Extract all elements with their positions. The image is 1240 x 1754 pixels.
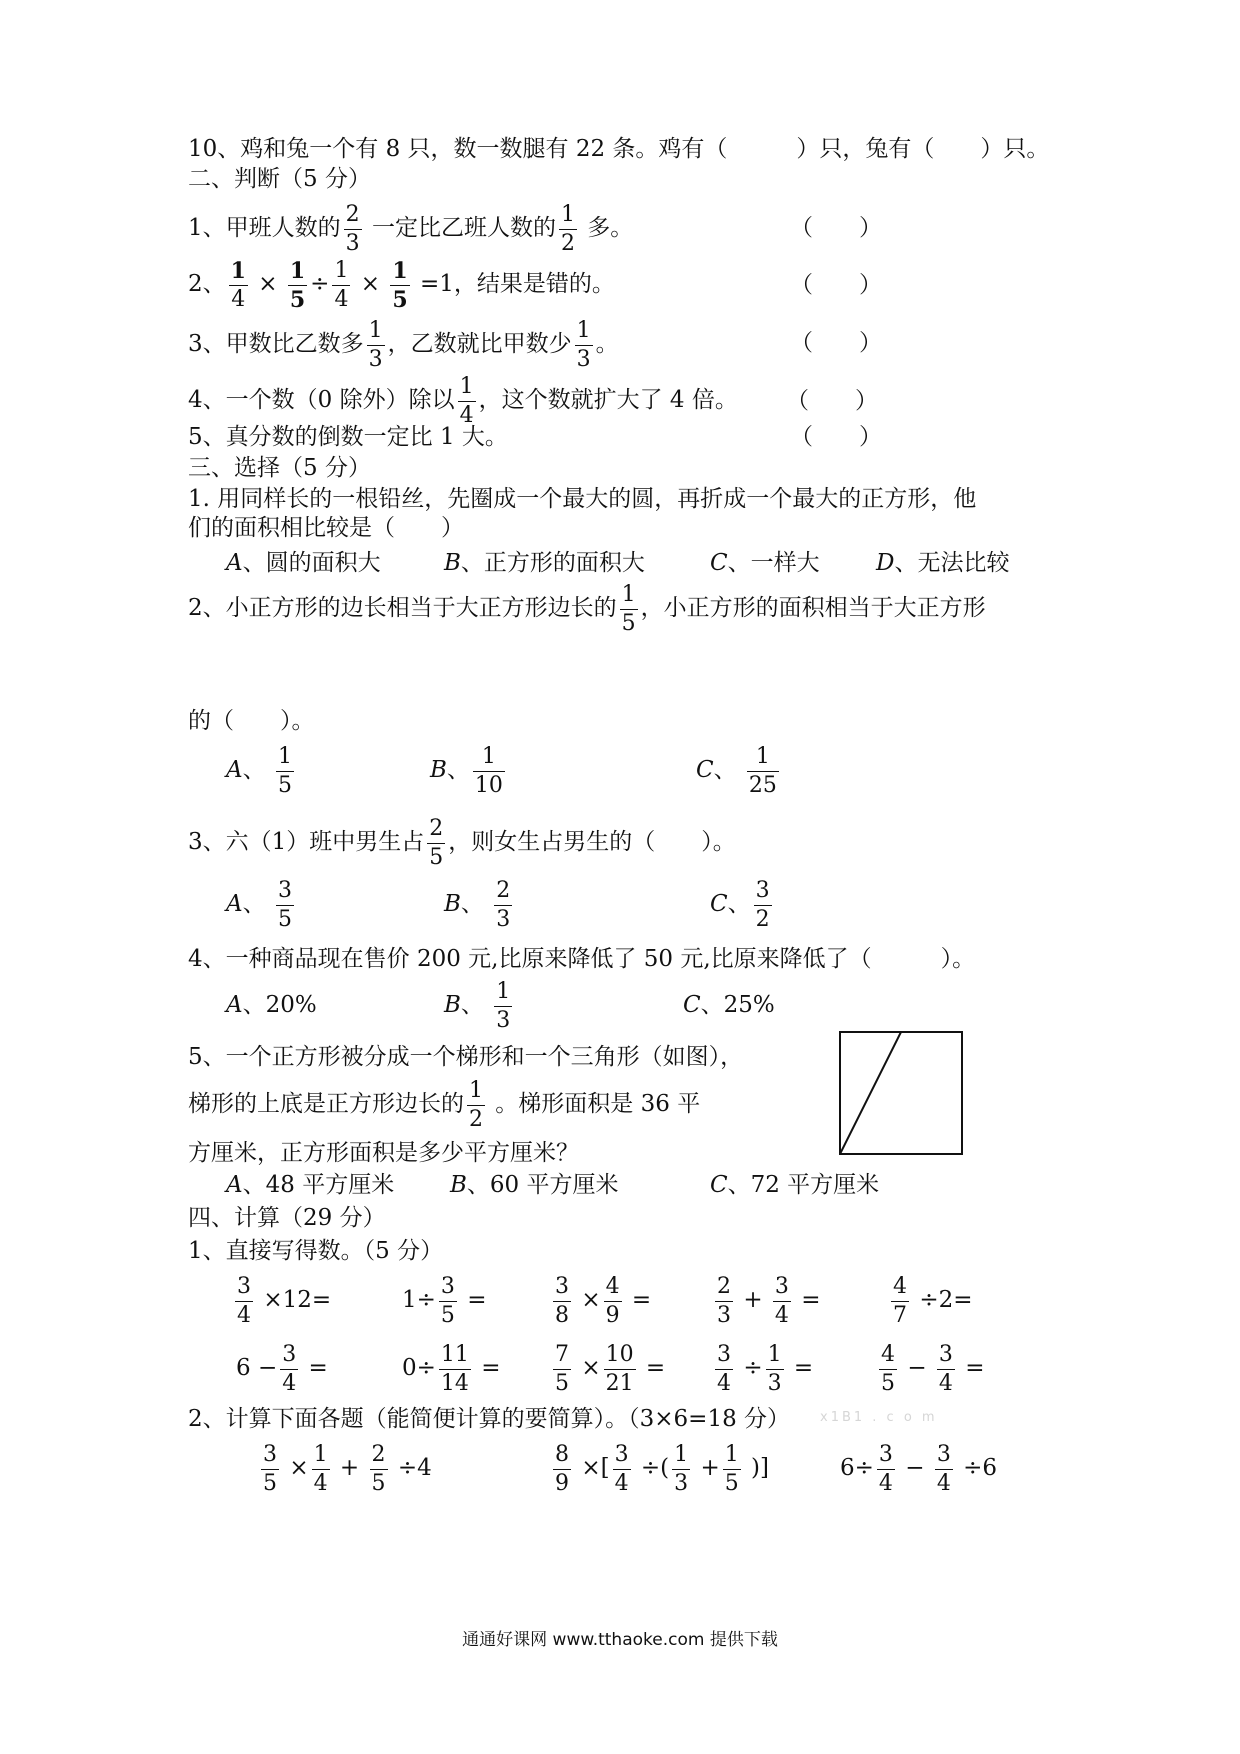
fraction: $\frac{3}{5}$ bbox=[263, 1441, 277, 1496]
fraction: $\frac{1}{5}$ bbox=[277, 743, 292, 798]
fraction: $\frac{3}{4}$ bbox=[878, 1441, 893, 1496]
fraction: $\frac{1}{5}$ bbox=[621, 581, 636, 636]
choice-1-option-b[interactable]: B、正方形的面积大 bbox=[444, 550, 645, 576]
fraction: $\frac{11}{14}$ bbox=[440, 1341, 469, 1396]
choice-5-line-3: 方厘米，正方形面积是多少平方厘米？ bbox=[188, 1140, 579, 1166]
choice-5-option-c[interactable]: C、72 平方厘米 bbox=[710, 1172, 880, 1198]
calc-expr-2-4: $\frac{3}{4}$ ÷ $\frac{1}{3}$ = bbox=[717, 1341, 814, 1396]
fraction: $\frac{4}{9}$ bbox=[605, 1273, 620, 1328]
judge-1: 1、甲班人数的 $\frac{2}{3}$ 一定比乙班人数的 $\frac{1}{2}$ 多。 bbox=[188, 201, 634, 256]
choice-3-option-a[interactable]: A、 $\frac{3}{5}$ bbox=[226, 877, 292, 932]
watermark: x1B1 . c o m bbox=[820, 1410, 938, 1425]
judge-3: 3、甲数比乙数多 $\frac{1}{3}$ ，乙数就比甲数少 $\frac{1}{3}$ 。 bbox=[188, 317, 619, 372]
answer-paren-3[interactable]: （ ） bbox=[790, 330, 882, 356]
choice-1-option-c[interactable]: C、一样大 bbox=[710, 550, 820, 576]
choice-3-option-c[interactable]: C、 $\frac{3}{2}$ bbox=[710, 877, 770, 932]
answer-paren-1[interactable]: （ ） bbox=[790, 215, 882, 241]
fraction: $\frac{1}{4}$ bbox=[313, 1441, 328, 1496]
answer-paren-4[interactable]: （ ） bbox=[786, 388, 878, 414]
fraction: $\frac{1}{3}$ bbox=[496, 978, 511, 1033]
fraction: $\frac{3}{4}$ bbox=[237, 1273, 251, 1328]
choice-1-line-1: 1. 用同样长的一根铅丝，先圈成一个最大的圆，再折成一个最大的正方形，他 bbox=[188, 486, 977, 512]
fraction: $\frac{3}{4}$ bbox=[614, 1441, 629, 1496]
section-4-title: 四、计算（29 分） bbox=[188, 1205, 386, 1231]
fraction: $\frac{1}{3}$ bbox=[674, 1441, 689, 1496]
choice-4-option-c[interactable]: C、25% bbox=[683, 992, 775, 1018]
calc-expr-1-5: $\frac{4}{7}$ ÷2= bbox=[893, 1273, 973, 1328]
fraction: $\frac{3}{8}$ bbox=[555, 1273, 569, 1328]
page-footer: 通通好课网 www.tthaoke.com 提供下载 bbox=[462, 1630, 778, 1650]
fraction: $\frac{3}{4}$ bbox=[717, 1341, 731, 1396]
fraction: $\frac{1}{3}$ bbox=[767, 1341, 782, 1396]
choice-1-option-a[interactable]: A、圆的面积大 bbox=[226, 550, 381, 576]
calc-expr-2-1: 6 − $\frac{3}{4}$ = bbox=[236, 1341, 328, 1396]
choice-4-option-b[interactable]: B、 $\frac{1}{3}$ bbox=[444, 978, 511, 1033]
choice-5-line-2: 梯形的上底是正方形边长的 $\frac{1}{2}$ 。梯形面积是 36 平 bbox=[188, 1077, 701, 1132]
choice-2-line-1: 2、小正方形的边长相当于大正方形边长的 $\frac{1}{5}$ ，小正方形的面积相当于大正方形 bbox=[188, 581, 986, 636]
fraction: $\frac{1}{3}$ bbox=[576, 317, 591, 372]
calc-expr-1-4: $\frac{2}{3}$ + $\frac{3}{4}$ = bbox=[717, 1273, 821, 1328]
fraction: $\frac{3}{4}$ bbox=[938, 1341, 953, 1396]
calc-expr-1-2: 1÷ $\frac{3}{5}$ = bbox=[402, 1273, 487, 1328]
fraction: $\frac{10}{21}$ bbox=[605, 1341, 634, 1396]
fraction: $\frac{1}{4}$ bbox=[230, 257, 246, 312]
section-3-title: 三、选择（5 分） bbox=[188, 455, 371, 481]
choice-4-line: 4、一种商品现在售价 200 元,比原来降低了 50 元,比原来降低了（ ）。 bbox=[188, 946, 976, 972]
fraction: $\frac{3}{4}$ bbox=[936, 1441, 951, 1496]
fraction: $\frac{2}{3}$ bbox=[345, 201, 360, 256]
calc-expr-3-1: $\frac{3}{5}$ × $\frac{1}{4}$ + $\frac{2}{5}$ ÷4 bbox=[263, 1441, 432, 1496]
calc-expr-3-3: 6÷ $\frac{3}{4}$ − $\frac{3}{4}$ ÷6 bbox=[840, 1441, 998, 1496]
fraction: $\frac{1}{4}$ bbox=[459, 373, 474, 428]
fraction: $\frac{1}{2}$ bbox=[560, 201, 575, 256]
choice-1-option-d[interactable]: D、无法比较 bbox=[876, 550, 1010, 576]
judge-4: 4、一个数（0 除外）除以 $\frac{1}{4}$ ，这个数就扩大了 4 倍。 bbox=[188, 373, 738, 428]
fraction: $\frac{2}{3}$ bbox=[717, 1273, 731, 1328]
calc-2-title: 2、计算下面各题（能简便计算的要简算）。（3×6=18 分） bbox=[188, 1406, 791, 1432]
choice-5-line-1: 5、一个正方形被分成一个梯形和一个三角形（如图）， bbox=[188, 1044, 744, 1070]
fraction: $\frac{1}{2}$ bbox=[469, 1077, 483, 1132]
choice-3-line: 3、六（1）班中男生占 $\frac{2}{5}$ ，则女生占男生的（ ）。 bbox=[188, 815, 736, 870]
fraction: $\frac{1}{5}$ bbox=[724, 1441, 739, 1496]
calc-expr-1-3: $\frac{3}{8}$ × $\frac{4}{9}$ = bbox=[555, 1273, 652, 1328]
fraction: $\frac{4}{7}$ bbox=[893, 1273, 907, 1328]
square-outline bbox=[840, 1032, 962, 1154]
question-10: 10、鸡和兔一个有 8 只，数一数腿有 22 条。鸡有（ ）只，兔有（ ）只。 bbox=[188, 136, 1050, 162]
fraction: $\frac{7}{5}$ bbox=[555, 1341, 569, 1396]
fraction: $\frac{1}{3}$ bbox=[368, 317, 383, 372]
fraction: $\frac{3}{4}$ bbox=[774, 1273, 789, 1328]
calc-1-title: 1、直接写得数。（5 分） bbox=[188, 1238, 444, 1264]
section-2-title: 二、判断（5 分） bbox=[188, 166, 371, 192]
choice-1-line-2: 们的面积相比较是（ ） bbox=[188, 515, 464, 541]
fraction: $\frac{3}{5}$ bbox=[277, 877, 292, 932]
dividing-line bbox=[840, 1032, 901, 1154]
judge-5: 5、真分数的倒数一定比 1 大。 bbox=[188, 424, 508, 450]
judge-2: 2、 $\frac{1}{4}$ × $\frac{1}{5}$ ÷ $\frac{1}{4}$ × $\frac{1}{5}$ =1，结果是错的。 bbox=[188, 257, 615, 313]
fraction: $\frac{1}{5}$ bbox=[289, 257, 306, 313]
fraction: $\frac{3}{2}$ bbox=[755, 877, 770, 932]
square-trapezoid-figure bbox=[838, 1030, 966, 1160]
fraction: $\frac{1}{10}$ bbox=[474, 743, 503, 798]
answer-paren-2[interactable]: （ ） bbox=[790, 272, 882, 298]
fraction: $\frac{2}{5}$ bbox=[371, 1441, 386, 1496]
calc-expr-2-3: $\frac{7}{5}$ × $\frac{10}{21}$ = bbox=[555, 1341, 666, 1396]
calc-expr-1-1: $\frac{3}{4}$ ×12= bbox=[237, 1273, 332, 1328]
choice-2-option-b[interactable]: B、 $\frac{1}{10}$ bbox=[430, 743, 503, 798]
calc-expr-2-2: 0÷ $\frac{11}{14}$ = bbox=[402, 1341, 501, 1396]
fraction: $\frac{2}{5}$ bbox=[429, 815, 444, 870]
choice-2-option-c[interactable]: C、 $\frac{1}{25}$ bbox=[696, 743, 777, 798]
fraction: $\frac{3}{4}$ bbox=[282, 1341, 297, 1396]
calc-expr-3-2: $\frac{8}{9}$ ×[ $\frac{3}{4}$ ÷( $\frac{1}{3}$ + $\frac{1}{5}$ )] bbox=[555, 1441, 769, 1496]
fraction: $\frac{4}{5}$ bbox=[881, 1341, 895, 1396]
choice-5-option-b[interactable]: B、60 平方厘米 bbox=[450, 1172, 619, 1198]
answer-paren-5[interactable]: （ ） bbox=[790, 424, 882, 450]
fraction: $\frac{3}{5}$ bbox=[440, 1273, 455, 1328]
fraction: $\frac{1}{4}$ bbox=[334, 257, 349, 312]
calc-expr-2-5: $\frac{4}{5}$ − $\frac{3}{4}$ = bbox=[881, 1341, 985, 1396]
choice-2-option-a[interactable]: A、 $\frac{1}{5}$ bbox=[226, 743, 292, 798]
fraction: $\frac{1}{25}$ bbox=[748, 743, 777, 798]
choice-4-option-a[interactable]: A、20% bbox=[226, 992, 317, 1018]
fraction: $\frac{2}{3}$ bbox=[496, 877, 511, 932]
fraction: $\frac{1}{5}$ bbox=[392, 257, 408, 313]
choice-2-line-2: 的（ ）。 bbox=[188, 708, 315, 734]
choice-3-option-b[interactable]: B、 $\frac{2}{3}$ bbox=[444, 877, 511, 932]
fraction: $\frac{8}{9}$ bbox=[555, 1441, 569, 1496]
choice-5-option-a[interactable]: A、48 平方厘米 bbox=[226, 1172, 395, 1198]
